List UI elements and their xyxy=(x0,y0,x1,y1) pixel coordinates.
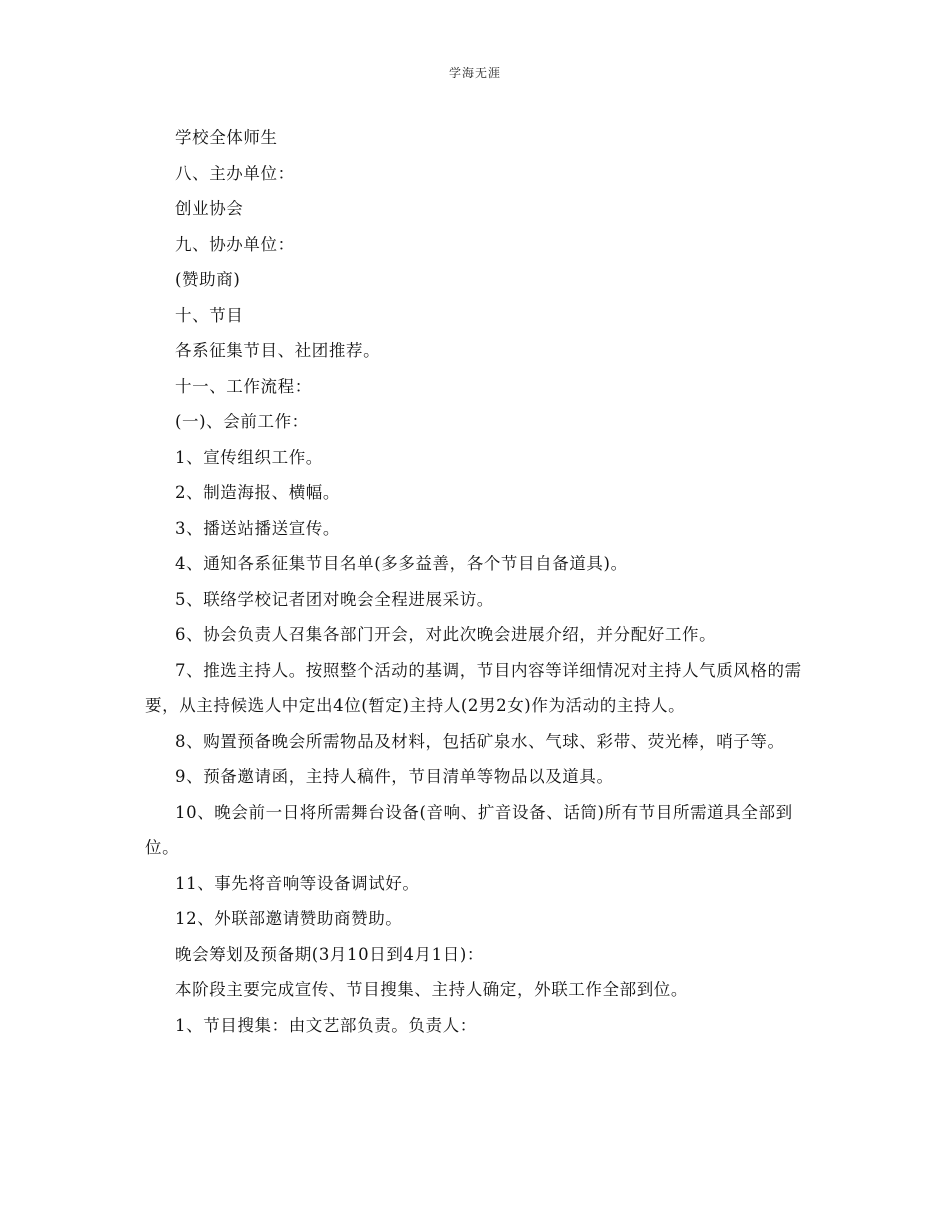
list-item: 3、播送站播送宣传。 xyxy=(175,518,340,538)
list-item: 6、协会负责人召集各部门开会，对此次晚会进展介绍，并分配好工作。 xyxy=(175,625,717,644)
paragraph: 学校全体师生 xyxy=(175,128,278,147)
paragraph: 本阶段主要完成宣传、节目搜集、主持人确定，外联工作全部到位。 xyxy=(175,980,688,999)
page-header: 学海无涯 xyxy=(448,66,501,80)
paragraph: (赞助商) xyxy=(175,270,241,289)
list-item: 10、晚会前一日将所需舞台设备(音响、扩音设备、话筒)所有节目所需道具全部到位。 xyxy=(145,802,793,857)
list-item: 4、通知各系征集节目名单(多多益善，各个节目自备道具)。 xyxy=(175,554,628,573)
list-item: 5、联络学校记者团对晚会全程进展采访。 xyxy=(175,589,494,609)
list-item: 1、节目搜集：由文艺部负责。负责人： xyxy=(175,1015,477,1035)
section-heading: 九、协办单位： xyxy=(175,234,295,254)
paragraph: 各系征集节目、社团推荐。 xyxy=(175,341,381,360)
paragraph: 创业协会 xyxy=(175,199,244,218)
list-item: 11、事先将音响等设备调试好。 xyxy=(175,873,420,893)
section-heading: 十一、工作流程： xyxy=(175,376,312,396)
list-item: 12、外联部邀请赞助商赞助。 xyxy=(175,909,403,928)
list-item: 8、购置预备晚会所需物品及材料，包括矿泉水、气球、彩带、荧光棒，哨子等。 xyxy=(175,731,785,751)
document-body xyxy=(145,120,810,1043)
paragraph: 晚会筹划及预备期(3月10日到4月1日)： xyxy=(175,944,484,964)
list-item: 2、制造海报、横幅。 xyxy=(175,483,340,502)
subsection-heading: (一)、会前工作： xyxy=(175,412,309,431)
list-item: 7、推选主持人。按照整个活动的基调，节目内容等详细情况对主持人气质风格的需要，从主持候选人中定出4位(暂定)主持人(2男2女)作为活动的主持人。 xyxy=(145,660,802,715)
list-item: 1、宣传组织工作。 xyxy=(175,447,323,467)
section-heading: 八、主办单位： xyxy=(175,163,295,183)
section-heading: 十、节目 xyxy=(175,305,244,325)
list-item: 9、预备邀请函，主持人稿件，节目清单等物品以及道具。 xyxy=(175,767,614,786)
